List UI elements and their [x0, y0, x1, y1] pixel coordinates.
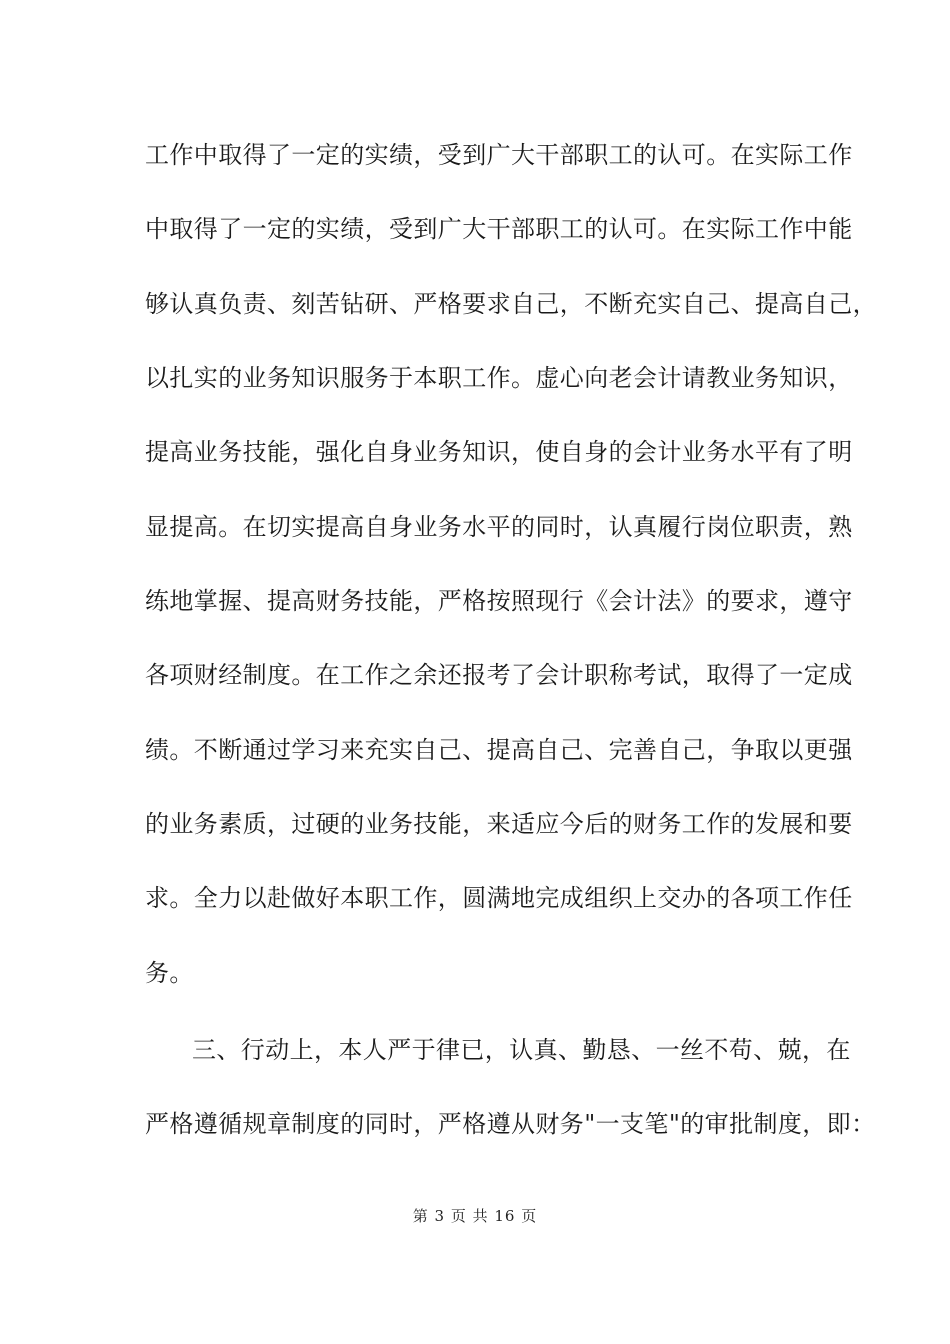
page-number-footer: 第 3 页 共 16 页	[412, 1207, 538, 1225]
paragraph-line: 的业务素质，过硬的业务技能，来适应今后的财务工作的发展和要	[145, 810, 853, 838]
paragraph-line: 够认真负责、刻苦钻研、严格要求自己，不断充实自己、提高自己，	[145, 290, 877, 318]
paragraph-line: 显提高。在切实提高自身业务水平的同时，认真履行岗位职责，熟	[145, 513, 853, 541]
paragraph-line: 练地掌握、提高财务技能，严格按照现行《会计法》的要求，遵守	[145, 587, 853, 615]
paragraph-line: 中取得了一定的实绩，受到广大干部职工的认可。在实际工作中能	[145, 215, 853, 243]
paragraph-line: 务。	[145, 959, 194, 987]
paragraph-line: 以扎实的业务知识服务于本职工作。虚心向老会计请教业务知识，	[145, 364, 853, 392]
paragraph-line: 绩。不断通过学习来充实自己、提高自己、完善自己，争取以更强	[145, 736, 853, 764]
paragraph-line: 求。全力以赴做好本职工作，圆满地完成组织上交办的各项工作任	[145, 884, 853, 912]
paragraph-line: 严格遵循规章制度的同时，严格遵从财务"一支笔"的审批制度，即：	[145, 1110, 876, 1138]
paragraph-line: 三、行动上，本人严于律已，认真、勤恳、一丝不苟、兢，在	[192, 1036, 851, 1064]
paragraph-line: 工作中取得了一定的实绩，受到广大干部职工的认可。在实际工作	[145, 141, 853, 169]
paragraph-line: 提高业务技能，强化自身业务知识，使自身的会计业务水平有了明	[145, 438, 853, 466]
paragraph-line: 各项财经制度。在工作之余还报考了会计职称考试，取得了一定成	[145, 661, 853, 689]
